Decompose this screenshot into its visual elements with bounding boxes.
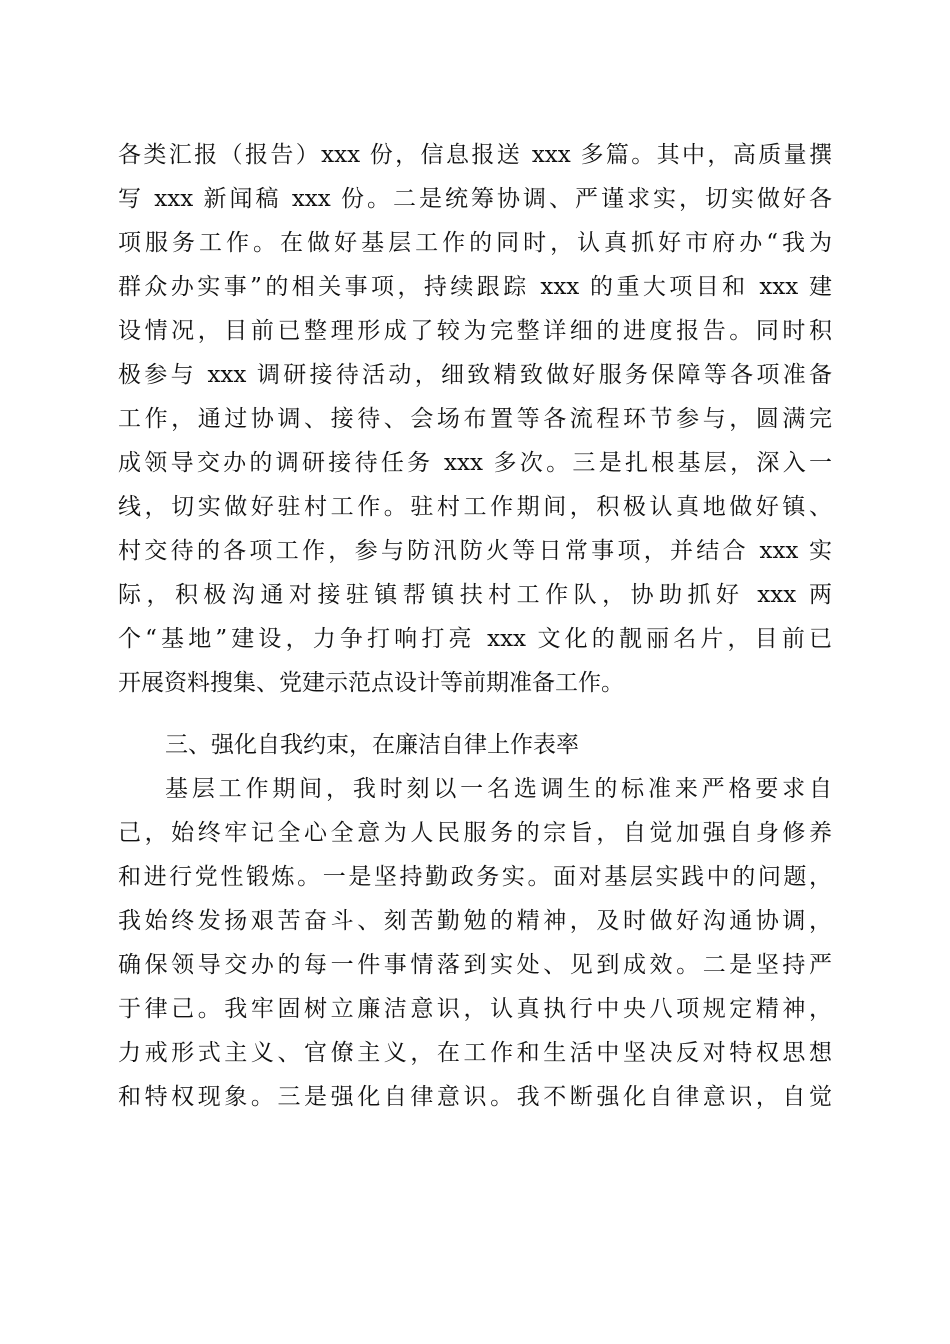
- body-text-line: 和进行党性锻炼。一是坚持勤政务实。面对基层实践中的问题，: [118, 864, 832, 890]
- body-text-line: 基层工作期间，我时刻以一名选调生的标准来严格要求自: [165, 776, 832, 802]
- body-text-line: 际，积极沟通对接驻镇帮镇扶村工作队，协助抓好 xxx 两: [118, 582, 832, 608]
- body-text-line: 写 xxx 新闻稿 xxx 份。二是统筹协调、严谨求实，切实做好各: [118, 186, 832, 212]
- body-text-line: 力戒形式主义、官僚主义，在工作和生活中坚决反对特权思想: [118, 1040, 832, 1066]
- body-text-line: 我始终发扬艰苦奋斗、刻苦勤勉的精神，及时做好沟通协调，: [118, 908, 832, 934]
- body-text-line: 群众办实事”的相关事项，持续跟踪 xxx 的重大项目和 xxx 建: [118, 274, 832, 300]
- body-text-line: 己，始终牢记全心全意为人民服务的宗旨，自觉加强自身修养: [118, 820, 832, 846]
- body-text-line: 和特权现象。三是强化自律意识。我不断强化自律意识，自觉: [118, 1084, 832, 1110]
- body-text-line: 村交待的各项工作，参与防汛防火等日常事项，并结合 xxx 实: [118, 538, 832, 564]
- body-text-line: 工作，通过协调、接待、会场布置等各流程环节参与，圆满完: [118, 406, 832, 432]
- body-text-line: 于律己。我牢固树立廉洁意识，认真执行中央八项规定精神，: [118, 996, 832, 1022]
- body-text-line: 线，切实做好驻村工作。驻村工作期间，积极认真地做好镇、: [118, 494, 832, 520]
- body-text-line: 极参与 xxx 调研接待活动，细致精致做好服务保障等各项准备: [118, 362, 832, 388]
- body-text-line: 确保领导交办的每一件事情落到实处、见到成效。二是坚持严: [118, 952, 832, 978]
- body-text-line: 项服务工作。在做好基层工作的同时，认真抓好市府办“我为: [118, 230, 832, 256]
- body-text-line: 开展资料搜集、党建示范点设计等前期准备工作。: [118, 670, 624, 696]
- body-text-line: 成领导交办的调研接待任务 xxx 多次。三是扎根基层，深入一: [118, 450, 832, 476]
- body-text-line: 个“基地”建设，力争打响打亮 xxx 文化的靓丽名片，目前已: [118, 626, 832, 652]
- body-text-line: 各类汇报（报告）xxx 份，信息报送 xxx 多篇。其中，高质量撰: [118, 142, 832, 168]
- section-heading: 三、强化自我约束，在廉洁自律上作表率: [165, 732, 579, 758]
- body-text-line: 设情况，目前已整理形成了较为完整详细的进度报告。同时积: [118, 318, 832, 344]
